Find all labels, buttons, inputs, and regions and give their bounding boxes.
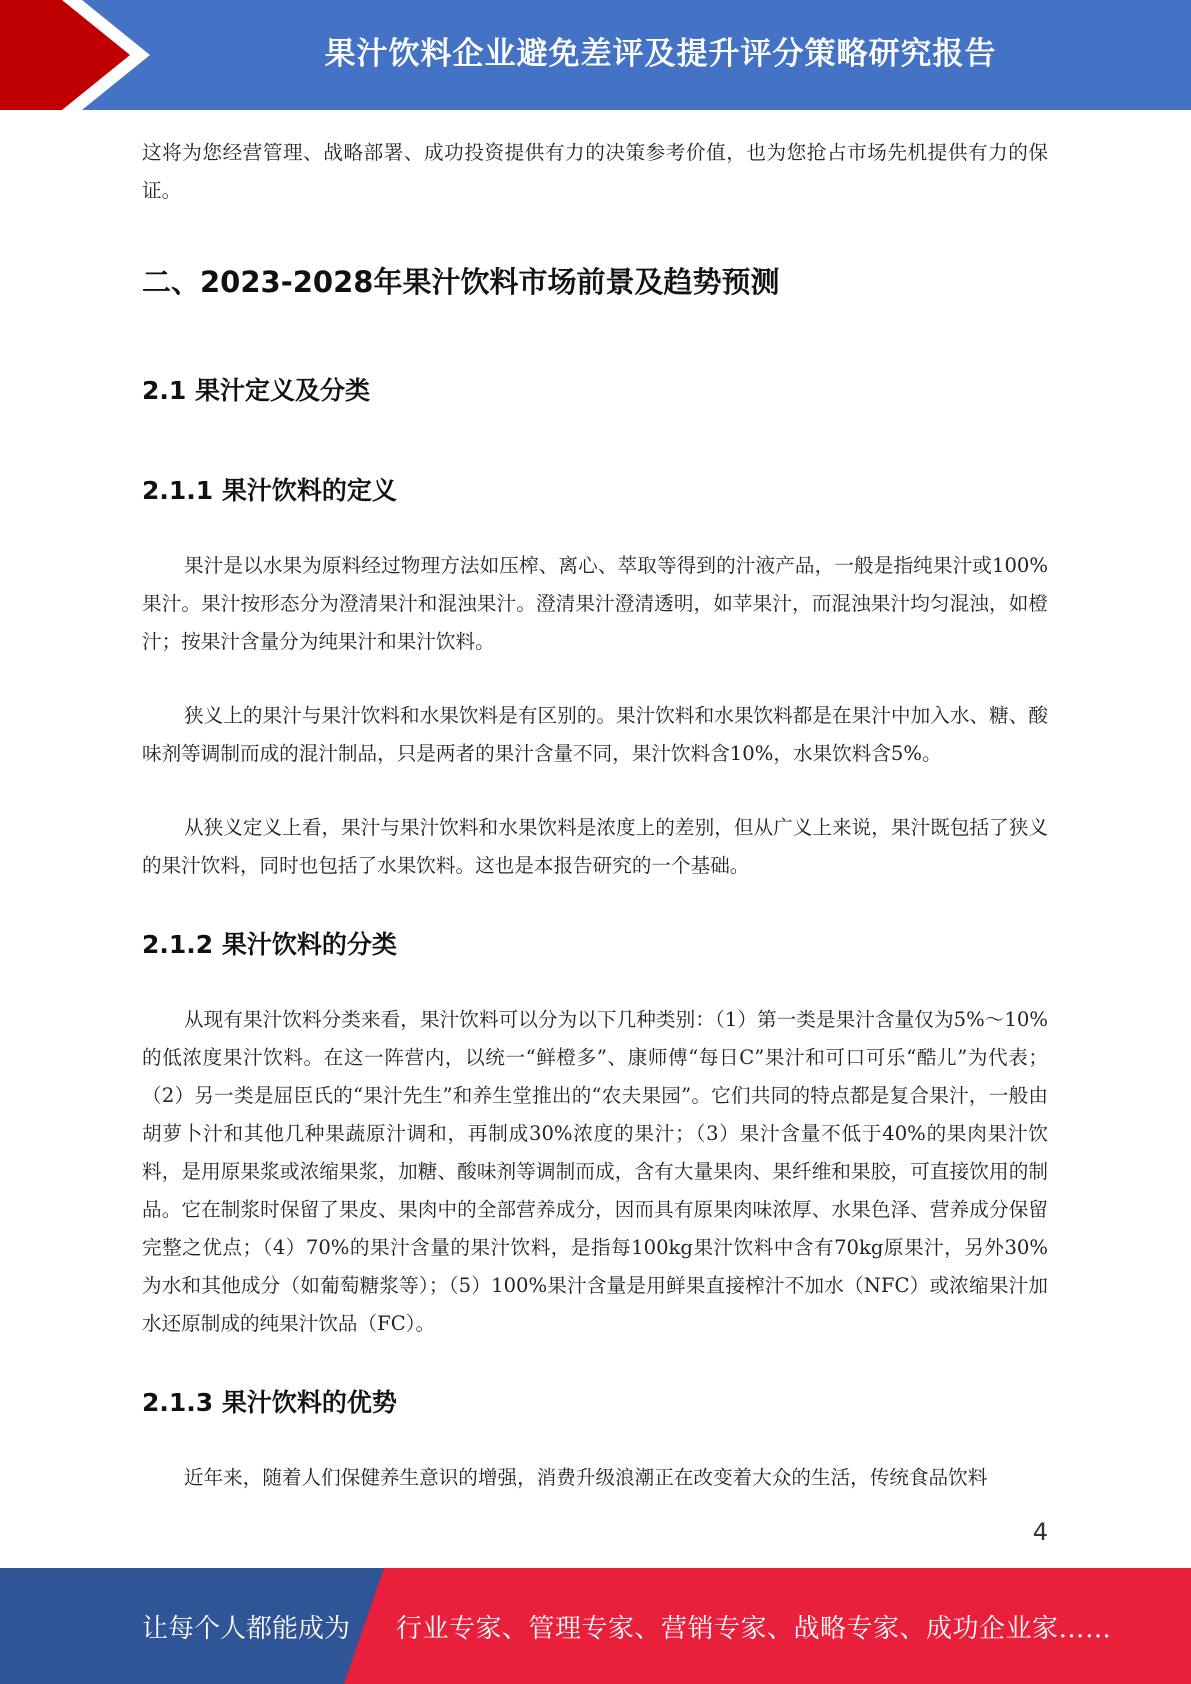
definition-paragraph-1: 果汁是以水果为原料经过物理方法如压榨、离心、萃取等得到的汁液产品，一般是指纯果汁或100%果汁。果汁按形态分为澄清果汁和混浊果汁。澄清果汁澄清透明，如苹果汁，而混浊果汁均匀混浊，如橙汁；按果汁含量分为纯果汁和果汁饮料。 bbox=[142, 554, 1048, 653]
advantage-paragraph: 近年来，随着人们保健养生意识的增强，消费升级浪潮正在改变着大众的生活，传统食品饮料 bbox=[184, 1466, 988, 1489]
classification-paragraph: 从现有果汁饮料分类来看，果汁饮料可以分为以下几种类别：（1）第一类是果汁含量仅为5%～10%的低浓度果汁饮料。在这一阵营内，以统一“鲜橙多”、康师傅“每日C”果汁和可口可乐“酷儿”为代表；（2）另一类是屈臣氏的“果汁先生”和养生堂推出的“农夫果园”。它们共同的特点都是复合果汁，一般由胡萝卜汁和其他几种果蔬原汁调和，再制成30%浓度的果汁；（3）果汁含量不低于40%的果肉果汁饮料，是用原果浆或浓缩果浆，加糖、酸味剂等调制而成，含有大量果肉、果纤维和果胶，可直接饮用的制品。它在制浆时保留了果皮、果肉中的全部营养成分，因而具有原果肉味浓厚、水果色泽、营养成分保留完整之优点；（4）70%的果汁含量的果汁饮料，是指每100kg果汁饮料中含有70kg原果汁，另外30%为水和其他成分（如葡萄糖浆等）；（5）100%果汁含量是用鲜果直接榨汁不加水（NFC）或浓缩果汁加水还原制成的纯果汁饮品（FC）。 bbox=[142, 1008, 1048, 1335]
section-2-1-1-heading: 2.1.1 果汁饮料的定义 bbox=[142, 476, 397, 505]
footer-roles: 行业专家、管理专家、营销专家、战略专家、成功企业家…… bbox=[396, 1613, 1112, 1644]
section-2-1-3-heading: 2.1.3 果汁饮料的优势 bbox=[142, 1388, 397, 1417]
section-2-1-heading: 2.1 果汁定义及分类 bbox=[142, 376, 370, 405]
page-footer bbox=[0, 1568, 1191, 1684]
section-2-heading: 二、2023-2028年果汁饮料市场前景及趋势预测 bbox=[142, 265, 780, 299]
header-title: 果汁饮料企业避免差评及提升评分策略研究报告 bbox=[324, 35, 997, 72]
page-number: 4 bbox=[1032, 1518, 1048, 1546]
intro-paragraph: 这将为您经营管理、战略部署、成功投资提供有力的决策参考价值，也为您抢占市场先机提供有力的保证。 bbox=[142, 141, 1048, 202]
section-2-1-2-heading: 2.1.2 果汁饮料的分类 bbox=[142, 930, 397, 959]
page-header bbox=[0, 0, 1191, 110]
definition-paragraph-3: 从狭义定义上看，果汁与果汁饮料和水果饮料是浓度上的差别，但从广义上来说，果汁既包括了狭义的果汁饮料，同时也包括了水果饮料。这也是本报告研究的一个基础。 bbox=[142, 816, 1048, 877]
definition-paragraph-2: 狭义上的果汁与果汁饮料和水果饮料是有区别的。果汁饮料和水果饮料都是在果汁中加入水、糖、酸味剂等调制而成的混汁制品，只是两者的果汁含量不同，果汁饮料含10%，水果饮料含5%。 bbox=[142, 704, 1048, 765]
document-body bbox=[142, 134, 1048, 1497]
footer-slogan: 让每个人都能成为 bbox=[142, 1613, 351, 1644]
